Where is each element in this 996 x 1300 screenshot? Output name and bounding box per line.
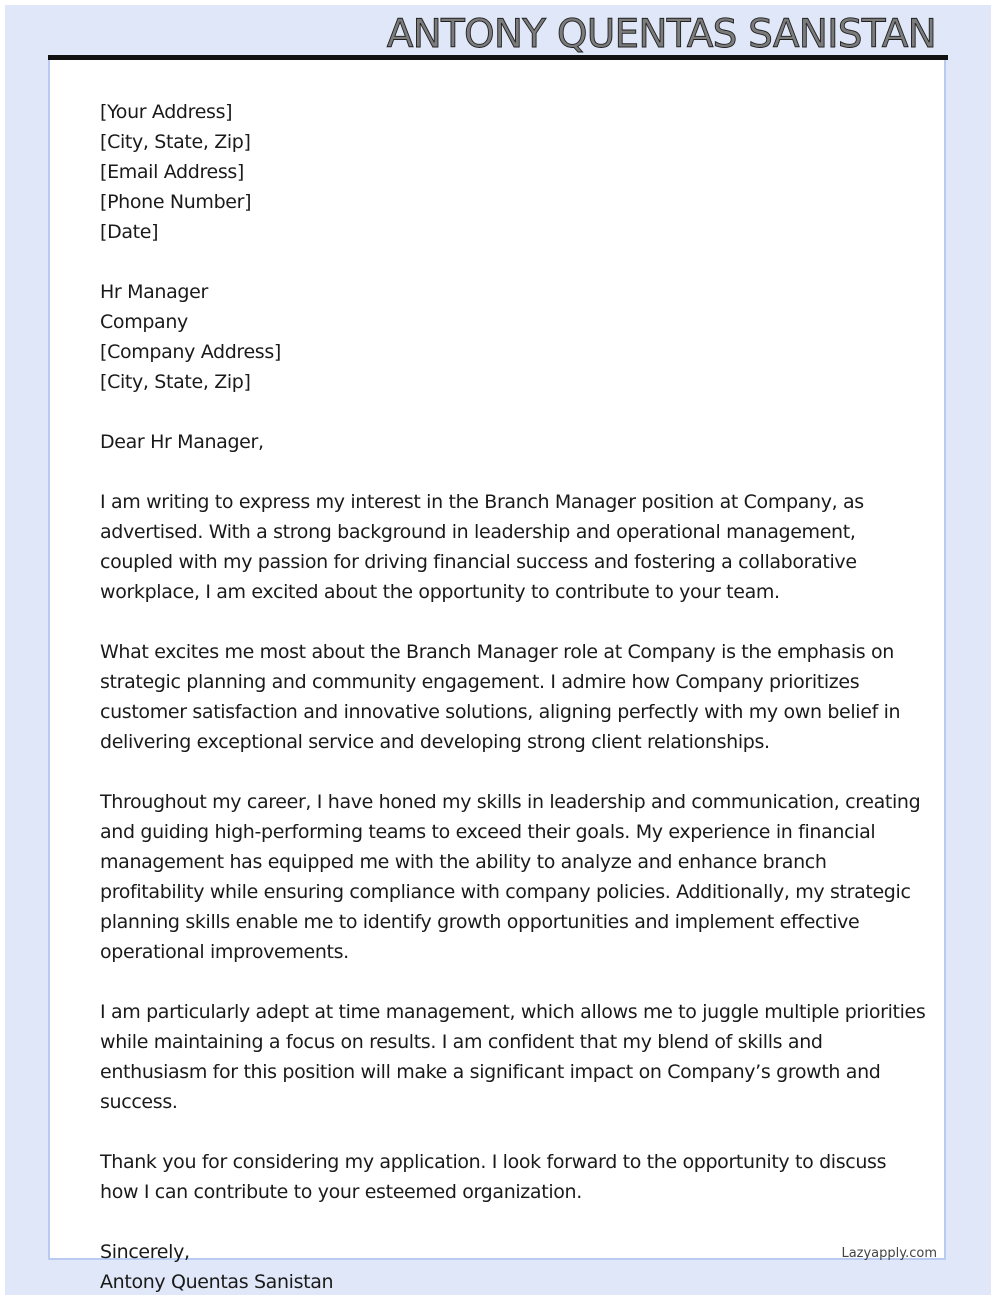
body-paragraph-3 <box>100 787 921 967</box>
paragraph-line: how I can contribute to your esteemed organization. <box>100 1181 582 1203</box>
letter-body <box>100 97 926 1297</box>
paragraph-line: success. <box>100 1091 178 1113</box>
paragraph-line: I am writing to express my interest in the Branch Manager position at Company, as <box>100 491 864 513</box>
body-paragraph-2 <box>100 637 900 757</box>
header-name: ANTONY QUENTAS SANISTAN <box>386 12 936 57</box>
paragraph-line: I am particularly adept at time management, which allows me to juggle multiple priorities <box>100 1001 926 1023</box>
paragraph-line: customer satisfaction and innovative solutions, aligning perfectly with my own belief in <box>100 701 901 723</box>
body-paragraph-4 <box>100 997 926 1117</box>
paragraph-line: while maintaining a focus on results. I am confident that my blend of skills and <box>100 1031 823 1053</box>
letter-date: [Date] <box>100 221 159 243</box>
paragraph-line: management has equipped me with the ability to analyze and enhance branch <box>100 851 827 873</box>
recipient-title: Hr Manager <box>100 281 208 303</box>
sender-block <box>100 97 900 247</box>
salutation: Dear Hr Manager, <box>100 431 264 453</box>
spacer <box>100 397 900 427</box>
recipient-address: [Company Address] <box>100 341 281 363</box>
paragraph-line: What excites me most about the Branch Manager role at Company is the emphasis on <box>100 641 895 663</box>
body-paragraph-5 <box>100 1147 900 1207</box>
paragraph-line: delivering exceptional service and developing strong client relationships. <box>100 731 770 753</box>
paragraph-line: Throughout my career, I have honed my skills in leadership and communication, creating <box>100 791 921 813</box>
signature-name: Antony Quentas Sanistan <box>100 1271 334 1293</box>
sender-phone: [Phone Number] <box>100 191 252 213</box>
watermark-link[interactable]: Lazyapply.com <box>841 1246 937 1261</box>
recipient-block <box>100 277 900 397</box>
paragraph-line: Thank you for considering my application. I look forward to the opportunity to discuss <box>100 1151 887 1173</box>
paragraph-line: workplace, I am excited about the opportunity to contribute to your team. <box>100 581 780 603</box>
paragraph-line: operational improvements. <box>100 941 349 963</box>
closing: Sincerely, <box>100 1241 190 1263</box>
sender-address: [Your Address] <box>100 101 233 123</box>
paragraph-line: profitability while ensuring compliance with company policies. Additionally, my strategic <box>100 881 911 903</box>
body-paragraph-1 <box>100 487 900 607</box>
paragraph-line: and guiding high-performing teams to exceed their goals. My experience in financial <box>100 821 876 843</box>
recipient-city-state-zip: [City, State, Zip] <box>100 371 251 393</box>
paragraph-line: coupled with my passion for driving financial success and fostering a collaborative <box>100 551 857 573</box>
spacer <box>100 247 900 277</box>
paragraph-line: planning skills enable me to identify growth opportunities and implement effective <box>100 911 860 933</box>
recipient-company: Company <box>100 311 188 333</box>
paragraph-line: strategic planning and community engagement. I admire how Company prioritizes <box>100 671 860 693</box>
paragraph-line: enthusiasm for this position will make a significant impact on Company’s growth and <box>100 1061 881 1083</box>
sender-email: [Email Address] <box>100 161 244 183</box>
sender-city-state-zip: [City, State, Zip] <box>100 131 251 153</box>
paragraph-line: advertised. With a strong background in leadership and operational management, <box>100 521 856 543</box>
